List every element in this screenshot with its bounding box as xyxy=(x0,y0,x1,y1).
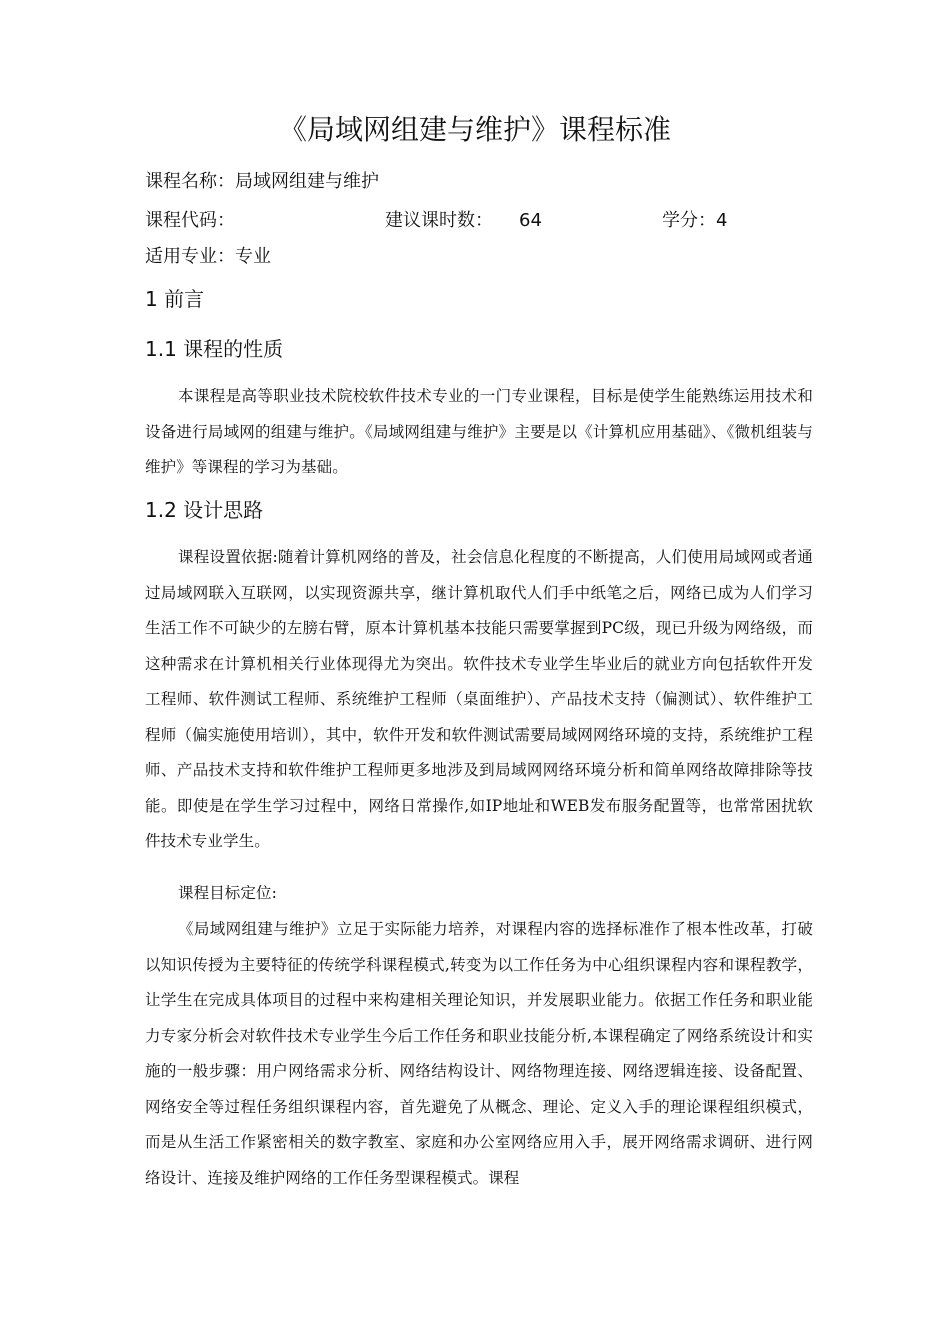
paragraph-course-nature: 本课程是高等职业技术院校软件技术专业的一门专业课程，目标是使学生能熟练运用技术和设备进行局域网的组建与维护。《局域网组建与维护》主要是以《计算机应用基础》、《微机组装与维护》等课程的学习为基础。 xyxy=(145,387,813,476)
section-heading-1-1: 1.1 课程的性质 xyxy=(145,337,284,361)
credits: 学分：4 xyxy=(662,210,728,231)
paragraph-design-basis: 课程设置依据:随着计算机网络的普及，社会信息化程度的不断提高，人们使用局域网或者通过局域网联入互联网，以实现资源共享，继计算机取代人们手中纸笔之后，网络已成为人们学习生活工作不可缺少的左膀右臂，原本计算机基本技能只需要掌握到PC级，现已升级为网络级，而这种需求在计算机相关行业体现得尤为突出。软件技术专业学生毕业后的就业方向包括软件开发工程师、软件测试工程师、系统维护工程师（桌面维护）、产品技术支持（偏测试）、软件维护工程师（偏实施使用培训），其中，软件开发和软件测试需要局域网网络环境的支持，系统维护工程师、产品技术支持和软件维护工程师更多地涉及到局域网网络环境分析和简单网络故障排除等技能。即使是在学生学习过程中，网络日常操作,如IP地址和WEB发布服务配置等，也常常困扰软件技术专业学生。 xyxy=(145,548,813,850)
section-heading-1: 1 前言 xyxy=(145,287,205,311)
course-code-label: 课程代码： xyxy=(145,210,235,231)
paragraph-goal-positioning: 《局域网组建与维护》立足于实际能力培养，对课程内容的选择标准作了根本性改革，打破以知识传授为主要特征的传统学科课程模式,转变为以工作任务为中心组织课程内容和课程教学，让学生在完成具体项目的过程中来构建相关理论知识，并发展职业能力。依据工作任务和职业能力专家分析会对软件技术专业学生今后工作任务和职业技能分析,本课程确定了网络系统设计和实施的一般步骤：用户网络需求分析、网络结构设计、网络物理连接、网络逻辑连接、设备配置、网络安全等过程任务组织课程内容，首先避免了从概念、理论、定义入手的理论课程组织模式，而是从生活工作紧密相关的数字教室、家庭和办公室网络应用入手，展开网络需求调研、进行网络设计、连接及维护网络的工作任务型课程模式。课程 xyxy=(145,920,813,1187)
section-heading-1-2: 1.2 设计思路 xyxy=(145,498,264,522)
document-title: 《局域网组建与维护》课程标准 xyxy=(278,113,671,146)
course-info-row xyxy=(145,209,845,233)
applicable-major: 适用专业：专业 xyxy=(145,246,271,267)
hours-label: 建议课时数： xyxy=(385,210,493,231)
paragraph-goal-heading: 课程目标定位: xyxy=(178,884,277,902)
hours-value: 64 xyxy=(519,210,542,231)
course-name: 课程名称：局域网组建与维护 xyxy=(145,171,379,192)
